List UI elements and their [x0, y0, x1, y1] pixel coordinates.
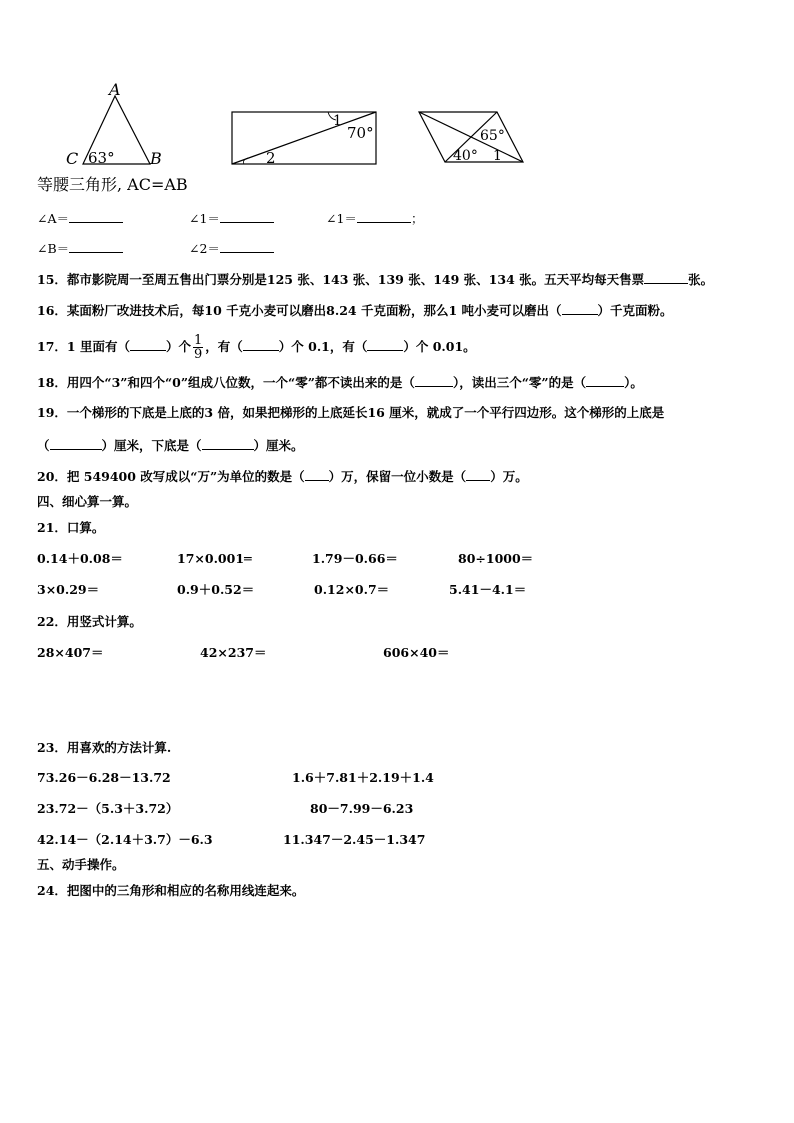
- q16-text-a: 16．某面粉厂改进技术后，每10 千克小麦可以磨出8.24 千克面粉，那么1 吨小麦可以磨出（: [37, 303, 562, 318]
- angle-1-rect-label: ∠1＝: [189, 211, 220, 226]
- fraction-denominator: 9: [193, 347, 203, 362]
- question-19-line1: [37, 405, 664, 421]
- q21-r1-c2: 17×0.001═: [177, 551, 252, 566]
- angle-c-label: 63°: [88, 149, 115, 167]
- q17-text-c: ，有（: [205, 339, 243, 354]
- row1-end: ；: [410, 211, 424, 226]
- question-21-label: 21．口算。: [37, 520, 105, 535]
- angle-65-label: 65°: [480, 128, 505, 144]
- angle-b-blank[interactable]: [69, 240, 123, 253]
- question-19-line2: [37, 437, 304, 454]
- angle-a-label: ∠A＝: [37, 211, 70, 226]
- q23-item-4: 80－7.99－6.23: [310, 801, 414, 816]
- q21-r2-c4: 5.41－4.1＝: [449, 582, 527, 597]
- q21-r2-c2: 0.9＋0.52＝: [177, 582, 255, 597]
- q19-text-b: ）厘米，下底是（: [101, 438, 202, 453]
- triangle-caption: 等腰三角形, AC=AB: [37, 175, 188, 194]
- angle-a-answer: [37, 210, 123, 227]
- q18-text-b: ），读出三个“零”的是（: [452, 375, 587, 390]
- q20-text-c: ）万。: [490, 469, 528, 484]
- q23-item-2: 1.6＋7.81＋2.19＋1.4: [292, 770, 434, 785]
- q21-r1-c1: 0.14＋0.08＝: [37, 551, 123, 566]
- triangle-figure: [60, 80, 180, 170]
- q22-item-1: 28×407＝: [37, 645, 104, 660]
- q21-r1-c4: 80÷1000＝: [458, 551, 534, 566]
- q20-blank-1[interactable]: [305, 468, 329, 481]
- q22-item-2: 42×237＝: [200, 645, 267, 660]
- q17-text-d: ）个 0.1，有（: [278, 339, 368, 354]
- section-4-heading: 四、细心算一算。: [37, 494, 138, 509]
- q15-end: 张。: [688, 272, 714, 287]
- question-20: [37, 468, 528, 485]
- angle-2-label: ∠2＝: [189, 241, 220, 256]
- angle-1-label-para: 1: [493, 148, 502, 164]
- q19-blank-2[interactable]: [202, 437, 254, 450]
- q17-text-b: ）个: [165, 339, 191, 354]
- q23-item-5: 42.14－（2.14＋3.7）－6.3: [37, 832, 213, 847]
- q15-blank[interactable]: [644, 271, 688, 284]
- q20-text-a: 20．把 549400 改写成以“万”为单位的数是（: [37, 469, 305, 484]
- question-22-label: 22．用竖式计算。: [37, 614, 142, 629]
- question-18: [37, 374, 643, 391]
- angle-1-rect-answer: [189, 210, 274, 227]
- vertex-c-label: C: [66, 149, 79, 168]
- q21-r2-c3: 0.12×0.7＝: [314, 582, 390, 597]
- one-ninth-fraction: [193, 334, 203, 361]
- angle-b-answer: [37, 240, 123, 257]
- angle-1-rect-blank[interactable]: [220, 210, 274, 223]
- angle-2-answer: [189, 240, 274, 257]
- question-16: [37, 302, 673, 319]
- q23-item-3: 23.72－（5.3＋3.72）: [37, 801, 179, 816]
- q22-item-3: 606×40＝: [383, 645, 450, 660]
- q23-item-1: 73.26－6.28－13.72: [37, 770, 171, 785]
- vertex-a-label: A: [109, 80, 121, 99]
- angle-1-label: 1: [333, 113, 342, 129]
- question-24: 24．把图中的三角形和相应的名称用线连起来。: [37, 883, 305, 898]
- q18-blank-2[interactable]: [586, 374, 624, 387]
- q21-r2-c1: 3×0.29＝: [37, 582, 100, 597]
- q18-text-c: ）。: [624, 375, 643, 390]
- q19-text-a: （: [37, 438, 50, 453]
- q18-text-a: 18．用四个“3”和四个“0”组成八位数，一个“零”都不读出来的是（: [37, 375, 415, 390]
- question-15: [37, 271, 713, 288]
- q16-text-b: ）千克面粉。: [597, 303, 673, 318]
- q19-text-c: ）厘米。: [253, 438, 304, 453]
- q17-text-e: ）个 0.01。: [403, 339, 476, 354]
- vertex-b-label: B: [150, 149, 162, 168]
- fraction-numerator: 1: [193, 333, 203, 348]
- q20-text-b: ）万，保留一位小数是（: [328, 469, 467, 484]
- section-5-heading: 五、动手操作。: [37, 857, 125, 872]
- q17-text-a: 17．1 里面有（: [37, 339, 130, 354]
- q18-blank-1[interactable]: [415, 374, 453, 387]
- parallelogram-figure: [415, 106, 527, 166]
- q17-blank-3[interactable]: [367, 338, 403, 351]
- angle-1-para-label: ∠1＝: [326, 211, 357, 226]
- angle-b-label: ∠B＝: [37, 241, 70, 256]
- angle-1-para-answer: [326, 210, 423, 227]
- angle-2-blank[interactable]: [220, 240, 274, 253]
- rectangle-figure: [228, 108, 380, 166]
- angle-40-label: 40°: [453, 148, 478, 164]
- question-17: [37, 334, 476, 361]
- angle-1-para-blank[interactable]: [357, 210, 411, 223]
- q20-blank-2[interactable]: [466, 468, 490, 481]
- q16-blank[interactable]: [562, 302, 598, 315]
- q15-text: 15．都市影院周一至周五售出门票分别是125 张、143 张、139 张、149 张、134 张。五天平均每天售票: [37, 272, 645, 287]
- q19-text: 19．一个梯形的下底是上底的3 倍，如果把梯形的上底延长16 厘米，就成了一个平行四边形。这个梯形的上底是: [37, 405, 665, 420]
- angle-a-blank[interactable]: [69, 210, 123, 223]
- q17-blank-2[interactable]: [243, 338, 279, 351]
- question-23-label: 23．用喜欢的方法计算.: [37, 740, 172, 755]
- q21-r1-c3: 1.79－0.66＝: [312, 551, 398, 566]
- q23-item-6: 11.347－2.45－1.347: [283, 832, 426, 847]
- angle-70-label: 70°: [347, 124, 374, 142]
- q17-blank-1[interactable]: [130, 338, 166, 351]
- q19-blank-1[interactable]: [50, 437, 102, 450]
- angle-2-label: 2: [266, 149, 276, 166]
